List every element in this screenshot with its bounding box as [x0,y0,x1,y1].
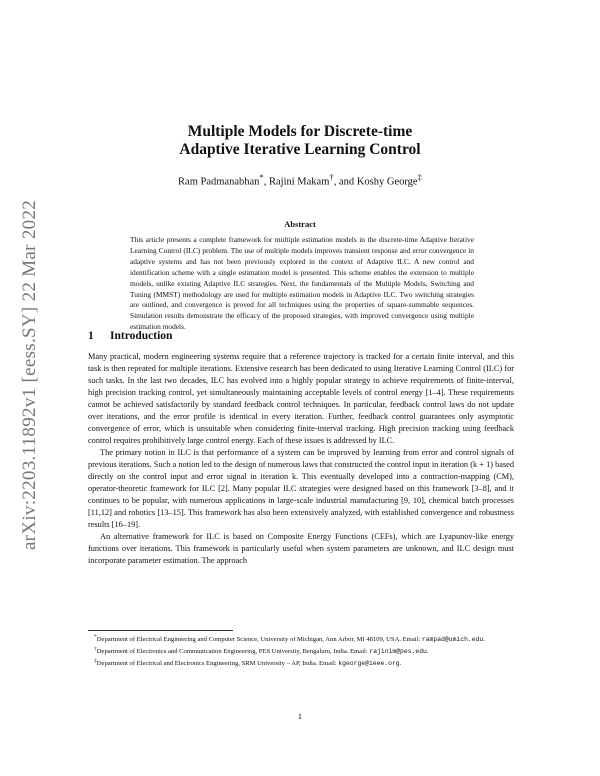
arxiv-identifier: arXiv:2203.11892v1 [eess.SY] 22 Mar 2022 [19,199,40,551]
footnote-mark: ‡ [94,657,97,664]
section-number: 1 [88,330,94,342]
section-heading [88,330,172,342]
author-separator: , and [333,176,357,188]
abstract-text: This article presents a complete framework for multiple estimation models in the discrete-time Adaptive Iterative Learning Control (ILC) problem. The use of multiple models improves transient response and error convergence in adaptive systems and has not been previously explored in the context of Adaptive ILC. A new control and identification scheme with a single estimation model is presented. This scheme enables the extension to multiple models, unlike existing Adaptive ILC strategies. Next, the fundamentals of the Multiple Models, Switching and Tuning (MMST) methodology are used for multiple estimation models in Adaptive ILC. Two switching strategies are outlined, and convergence is proved for all techniques using the properties of square-summable sequences. Simulation results demonstrate the efficacy of the proposed strategies, with improved convergence using multiple estimation models. [130,235,474,332]
author-name: Koshy George [356,176,418,188]
email-link[interactable]: rajinim@pes.edu [369,648,427,656]
footnote-rule [88,630,233,631]
body-text [88,351,514,567]
author-name: Ram Padmanabhan [178,176,260,188]
footnote-text: Department of Electronics and Communication Engineering, PES University, Bengaluru, India. Email: [96,648,370,656]
author-mark: † [329,172,334,182]
email-link[interactable]: kgeorge@ieee.org [338,660,400,668]
page-number: 1 [297,712,303,721]
author-mark: ‡ [417,172,422,182]
author-separator: , [263,176,270,188]
footnote-mark: * [94,634,97,640]
author-mark: * [259,172,264,182]
arxiv-side-stamp [10,180,50,570]
paper-title-line-2: Adaptive Iterative Learning Control [179,141,421,158]
author-list [0,172,600,188]
footnotes [88,633,514,669]
footnote: ‡Department of Electrical and Electronics Engineering, SRM University – AP, India. Email: kgeorge@ieee.org. [94,657,402,668]
section-title: Introduction [110,330,173,342]
author-name: Rajini Makam [269,176,330,188]
footnote: *Department of Electrical Engineering and Computer Science, University of Michigan, Ann Arbor, MI 48109, USA. Email: rampad@umich.edu. [94,634,485,644]
footnote: †Department of Electronics and Communication Engineering, PES University, Bengaluru, India. Email: rajinim@pes.edu. [94,645,429,656]
email-link[interactable]: rampad@umich.edu [421,636,484,644]
footnote-text: Department of Electrical and Electronics Engineering, SRM University – AP, India. Email: [96,660,339,668]
paper-title-line-1: Multiple Models for Discrete-time [187,123,413,140]
paragraph: An alternative framework for ILC is based on Composite Energy Functions (CEFs), which are Lyapunov-like energy functions over iterations. This framework is particularly useful when system parameters are unknown, and ILC design must incorporate parameter estimation. The approach [88,532,514,565]
paragraph: Many practical, modern engineering systems require that a reference trajectory is tracked for a certain finite interval, and this task is then repeated for multiple iterations. Extensive research has been dedicated to using Iterative Learning Control (ILC) for such tasks. In the last two decades, ILC has evolved into a highly popular strategy to achieve requirements of finite-interval, high precision tracking control, yet simultaneously maintaining acceptable levels of control energy [1–4]. These requirements cannot be achieved satisfactorily by standard feedback control techniques. In particular, feedback control laws do not update over iterations, and the error profile is identical in every iteration. Further, feedback control guarantees only asymptotic convergence of error, which is unsuitable when considering finite-interval tracking. High precision tracking using feedback control requires prohibitively large control energy. Each of these issues is addressed by ILC. [88,352,514,445]
footnote-mark: † [94,645,97,652]
footnote-text: Department of Electrical Engineering and Computer Science, University of Michigan, Ann Arbor, MI 48109, USA. Email: [96,636,422,644]
paragraph: The primary notion in ILC is that performance of a system can be improved by learning from error and control signals of previous iterations. Such a notion led to the design of numerous laws that constructed the control input in iteration (k + 1) based directly on the control input and error signal in iteration k. This eventually developed into a contraction-mapping (CM), operator-theoretic framework for ILC [2]. Many popular ILC strategies were designed based on this framework [3–8], and it continues to be popular, with numerous applications in large-scale industrial manufacturing [9, 10], chemical batch processes [11,12] and robotics [13–15]. This framework has also been extensively analyzed, with established convergence and robustness results [16–19]. [88,448,514,529]
abstract-heading: Abstract [284,219,316,229]
